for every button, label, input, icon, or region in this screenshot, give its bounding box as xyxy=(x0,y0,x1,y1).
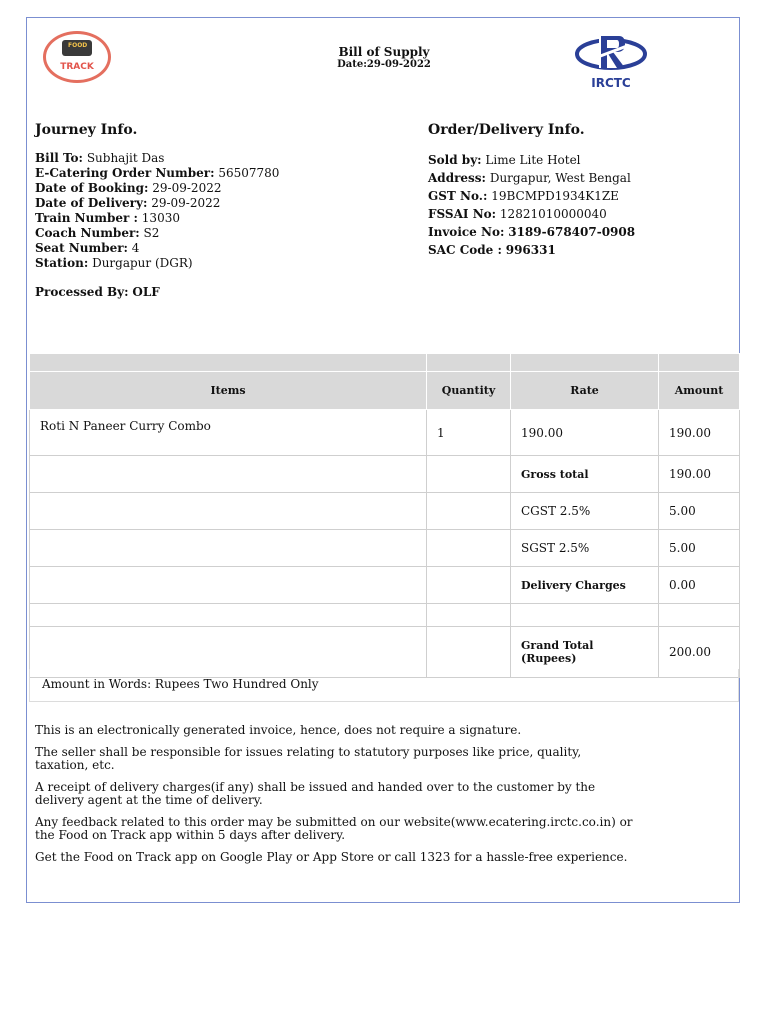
processed-by-row: Processed By: OLF xyxy=(35,285,160,299)
table-band xyxy=(30,354,740,372)
bill-to-row: Bill To: Subhajit Das xyxy=(35,151,165,165)
fssai-row: FSSAI No: 12821010000040 xyxy=(428,207,607,221)
irctc-emblem-icon xyxy=(573,28,649,78)
document-title: Bill of Supply xyxy=(338,45,430,59)
col-items: Items xyxy=(30,372,427,410)
items-table xyxy=(29,353,740,678)
note-signature: This is an electronically generated invoice, hence, does not require a signature. xyxy=(35,723,522,737)
item-qty: 1 xyxy=(427,410,511,456)
col-quantity: Quantity xyxy=(427,372,511,410)
train-number-row: Train Number : 13030 xyxy=(35,211,180,225)
delivery-date-row: Date of Delivery: 29-09-2022 xyxy=(35,196,221,210)
spacer-row xyxy=(30,604,740,627)
sgst-label: SGST 2.5% xyxy=(511,530,659,567)
logo-food-text: FOOD xyxy=(68,42,88,49)
note-app: Get the Food on Track app on Google Play or App Store or call 1323 for a hassle-free experience. xyxy=(35,850,628,864)
sold-by-row: Sold by: Lime Lite Hotel xyxy=(428,153,581,167)
grand-total-label: Grand Total (Rupees) xyxy=(511,627,659,678)
document-date: Date:29-09-2022 xyxy=(337,59,431,70)
order-info xyxy=(428,151,635,259)
gross-total-label: Gross total xyxy=(511,456,659,493)
cgst-label: CGST 2.5% xyxy=(511,493,659,530)
note-delivery-receipt: A receipt of delivery charges(if any) shall be issued and handed over to the customer by the delivery agent at the time of delivery. xyxy=(35,780,596,807)
table-row xyxy=(30,410,740,456)
item-name: Roti N Paneer Curry Combo xyxy=(30,410,427,456)
table-header xyxy=(30,372,740,410)
irctc-logo-text: IRCTC xyxy=(591,76,631,90)
item-rate: 190.00 xyxy=(511,410,659,456)
item-amount: 190.00 xyxy=(659,410,740,456)
invoice-page xyxy=(26,17,740,903)
sgst-row xyxy=(30,530,740,567)
order-info-title: Order/Delivery Info. xyxy=(428,122,585,138)
gross-total-row xyxy=(30,456,740,493)
gross-total-value: 190.00 xyxy=(659,456,740,493)
journey-info xyxy=(35,151,279,300)
seat-number-row: Seat Number: 4 xyxy=(35,241,140,255)
invoice-notes xyxy=(35,724,635,873)
journey-info-title: Journey Info. xyxy=(35,122,138,138)
booking-date-row: Date of Booking: 29-09-2022 xyxy=(35,181,222,195)
delivery-charges-label: Delivery Charges xyxy=(511,567,659,604)
delivery-charges-row xyxy=(30,567,740,604)
grand-total-value: 200.00 xyxy=(659,627,740,678)
order-number-row: E-Catering Order Number: 56507780 xyxy=(35,166,280,180)
col-rate: Rate xyxy=(511,372,659,410)
note-feedback: Any feedback related to this order may be submitted on our website(www.ecatering.irctc.co.in) or the Food on Track app within 5 days after delivery. xyxy=(35,815,633,842)
logo-track-text: TRACK xyxy=(60,62,94,72)
delivery-charges-value: 0.00 xyxy=(659,567,740,604)
note-seller: The seller shall be responsible for issues relating to statutory purposes like price, quality, taxation, etc. xyxy=(35,745,582,772)
cgst-row xyxy=(30,493,740,530)
address-row: Address: Durgapur, West Bengal xyxy=(428,171,631,185)
invoice-no-row: Invoice No: 3189-678407-0908 xyxy=(428,225,636,239)
col-amount: Amount xyxy=(659,372,740,410)
amount-in-words: Amount in Words: Rupees Two Hundred Only xyxy=(29,669,739,702)
irctc-logo xyxy=(573,28,649,90)
sac-code-row: SAC Code : 996331 xyxy=(428,243,556,257)
gst-row: GST No.: 19BCMPD1934K1ZE xyxy=(428,189,619,203)
coach-number-row: Coach Number: S2 xyxy=(35,226,160,240)
station-row: Station: Durgapur (DGR) xyxy=(35,256,193,270)
cgst-value: 5.00 xyxy=(659,493,740,530)
sgst-value: 5.00 xyxy=(659,530,740,567)
